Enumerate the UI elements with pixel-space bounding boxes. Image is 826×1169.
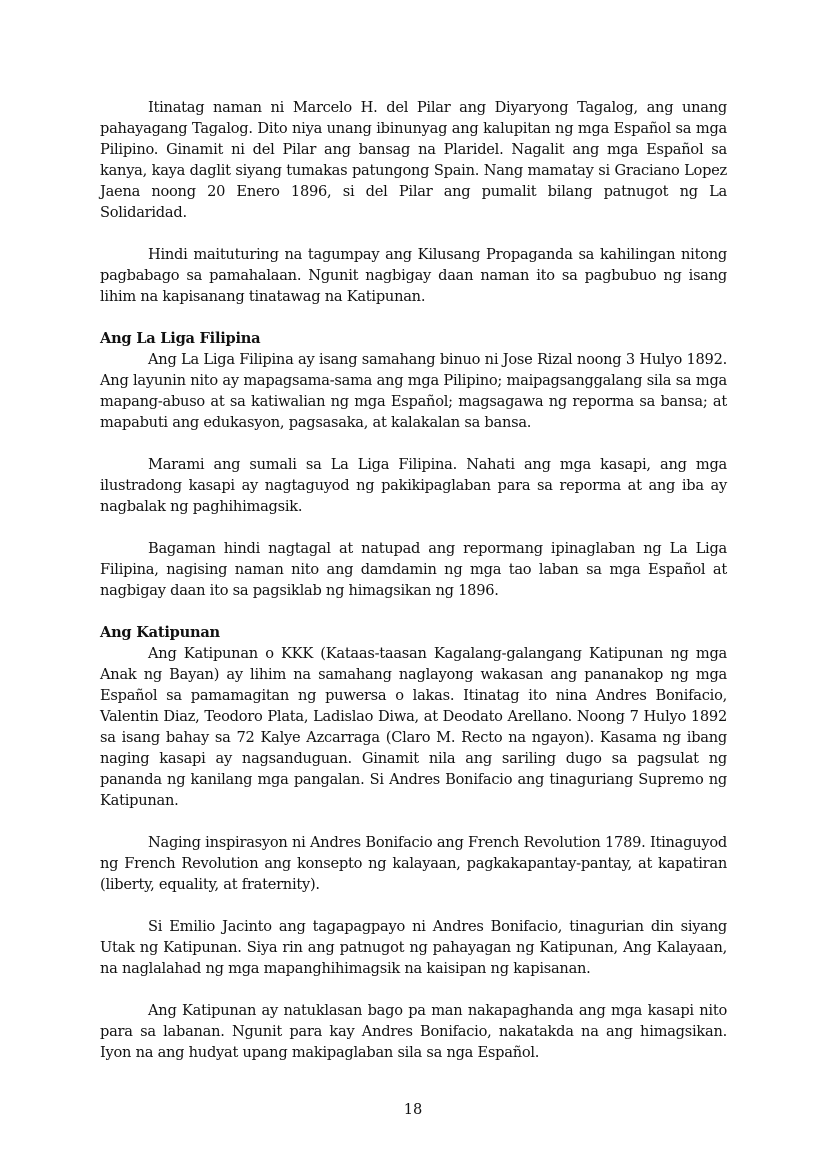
paragraph-kilusang-propaganda: Hindi maituturing na tagumpay ang Kilusang Propaganda sa kahilingan nitong pagbabago sa pamahalaan. Ngunit nagbigay daan naman ito sa pagbubuo ng isang lihim na kapisanang tinatawag na Katipunan.	[100, 246, 727, 305]
paragraph: Ang Katipunan o KKK (Kataas-taasan Kagalang-galangang Katipunan ng mga Anak ng Bayan) ay lihim na samahang naglayong wakasan ang pananakop ng mga Español sa pamamagitan ng puwersa o lakas. Itinatag ito nina Andres Bonifacio, Valentin Diaz, Teodoro Plata, Ladislao Diwa, at Deodato Arellano. Noong 7 Hulyo 1892 sa isang bahay sa 72 Kalye Azcarraga (Claro M. Recto na ngayon). Kasama ng ibang naging kasapi ay nagsanduguan. Ginamit nila ang sariling dugo sa pagsulat ng pananda ng kanilang mga pangalan. Si Andres Bonifacio ang tinaguriang Supremo ng Katipunan.	[100, 645, 727, 809]
section-heading: Ang La Liga Filipina	[100, 330, 261, 347]
section-la-liga-filipina	[100, 328, 727, 601]
paragraph: Marami ang sumali sa La Liga Filipina. Nahati ang mga kasapi, ang mga ilustradong kasapi ay nagtaguyod ng pakikipaglaban para sa reporma at ang iba ay nagbalak ng paghihimagsik.	[100, 456, 727, 515]
paragraph: Ang La Liga Filipina ay isang samahang binuo ni Jose Rizal noong 3 Hulyo 1892. Ang layunin nito ay mapagsama-sama ang mga Pilipino; maipagsanggalang sila sa mga mapang-abuso at sa katiwalian ng mga Español; magsagawa ng reporma sa bansa; at mapabuti ang edukasyon, pagsasaka, at kalakalan sa bansa.	[100, 351, 727, 431]
paragraph: Bagaman hindi nagtagal at natupad ang repormang ipinaglaban ng La Liga Filipina, nagising naman nito ang damdamin ng mga tao laban sa mga Español at nagbigay daan ito sa pagsiklab ng himagsikan ng 1896.	[100, 540, 727, 599]
page-number: 18	[403, 1101, 423, 1118]
paragraph: Naging inspirasyon ni Andres Bonifacio ang French Revolution 1789. Itinaguyod ng French Revolution ang konsepto ng kalayaan, pagkakapantay-pantay, at kapatiran (liberty, equality, at fraternity).	[100, 834, 727, 893]
paragraph-del-pilar: Itinatag naman ni Marcelo H. del Pilar ang Diyaryong Tagalog, ang unang pahayagang Tagalog. Dito niya unang ibinunyag ang kalupitan ng mga Español sa mga Pilipino. Ginamit ni del Pilar ang bansag na Plaridel. Nagalit ang mga Español sa kanya, kaya daglit siyang tumakas patungong Spain. Nang mamatay si Graciano Lopez Jaena noong 20 Enero 1896, si del Pilar ang pumalit bilang patnugot ng La Solidaridad.	[100, 99, 727, 221]
document-page	[100, 97, 727, 1084]
paragraph: Ang Katipunan ay natuklasan bago pa man nakapaghanda ang mga kasapi nito para sa labanan. Ngunit para kay Andres Bonifacio, nakatakda na ang himagsikan. Iyon na ang hudyat upang makipaglaban sila sa nga Español.	[100, 1002, 727, 1061]
section-heading: Ang Katipunan	[100, 624, 220, 641]
paragraph: Si Emilio Jacinto ang tagapagpayo ni Andres Bonifacio, tinagurian din siyang Utak ng Katipunan. Siya rin ang patnugot ng pahayagan ng Katipunan, Ang Kalayaan, na naglalahad ng mga mapanghihimagsik na kaisipan ng kapisanan.	[100, 918, 727, 977]
section-katipunan	[100, 622, 727, 1063]
